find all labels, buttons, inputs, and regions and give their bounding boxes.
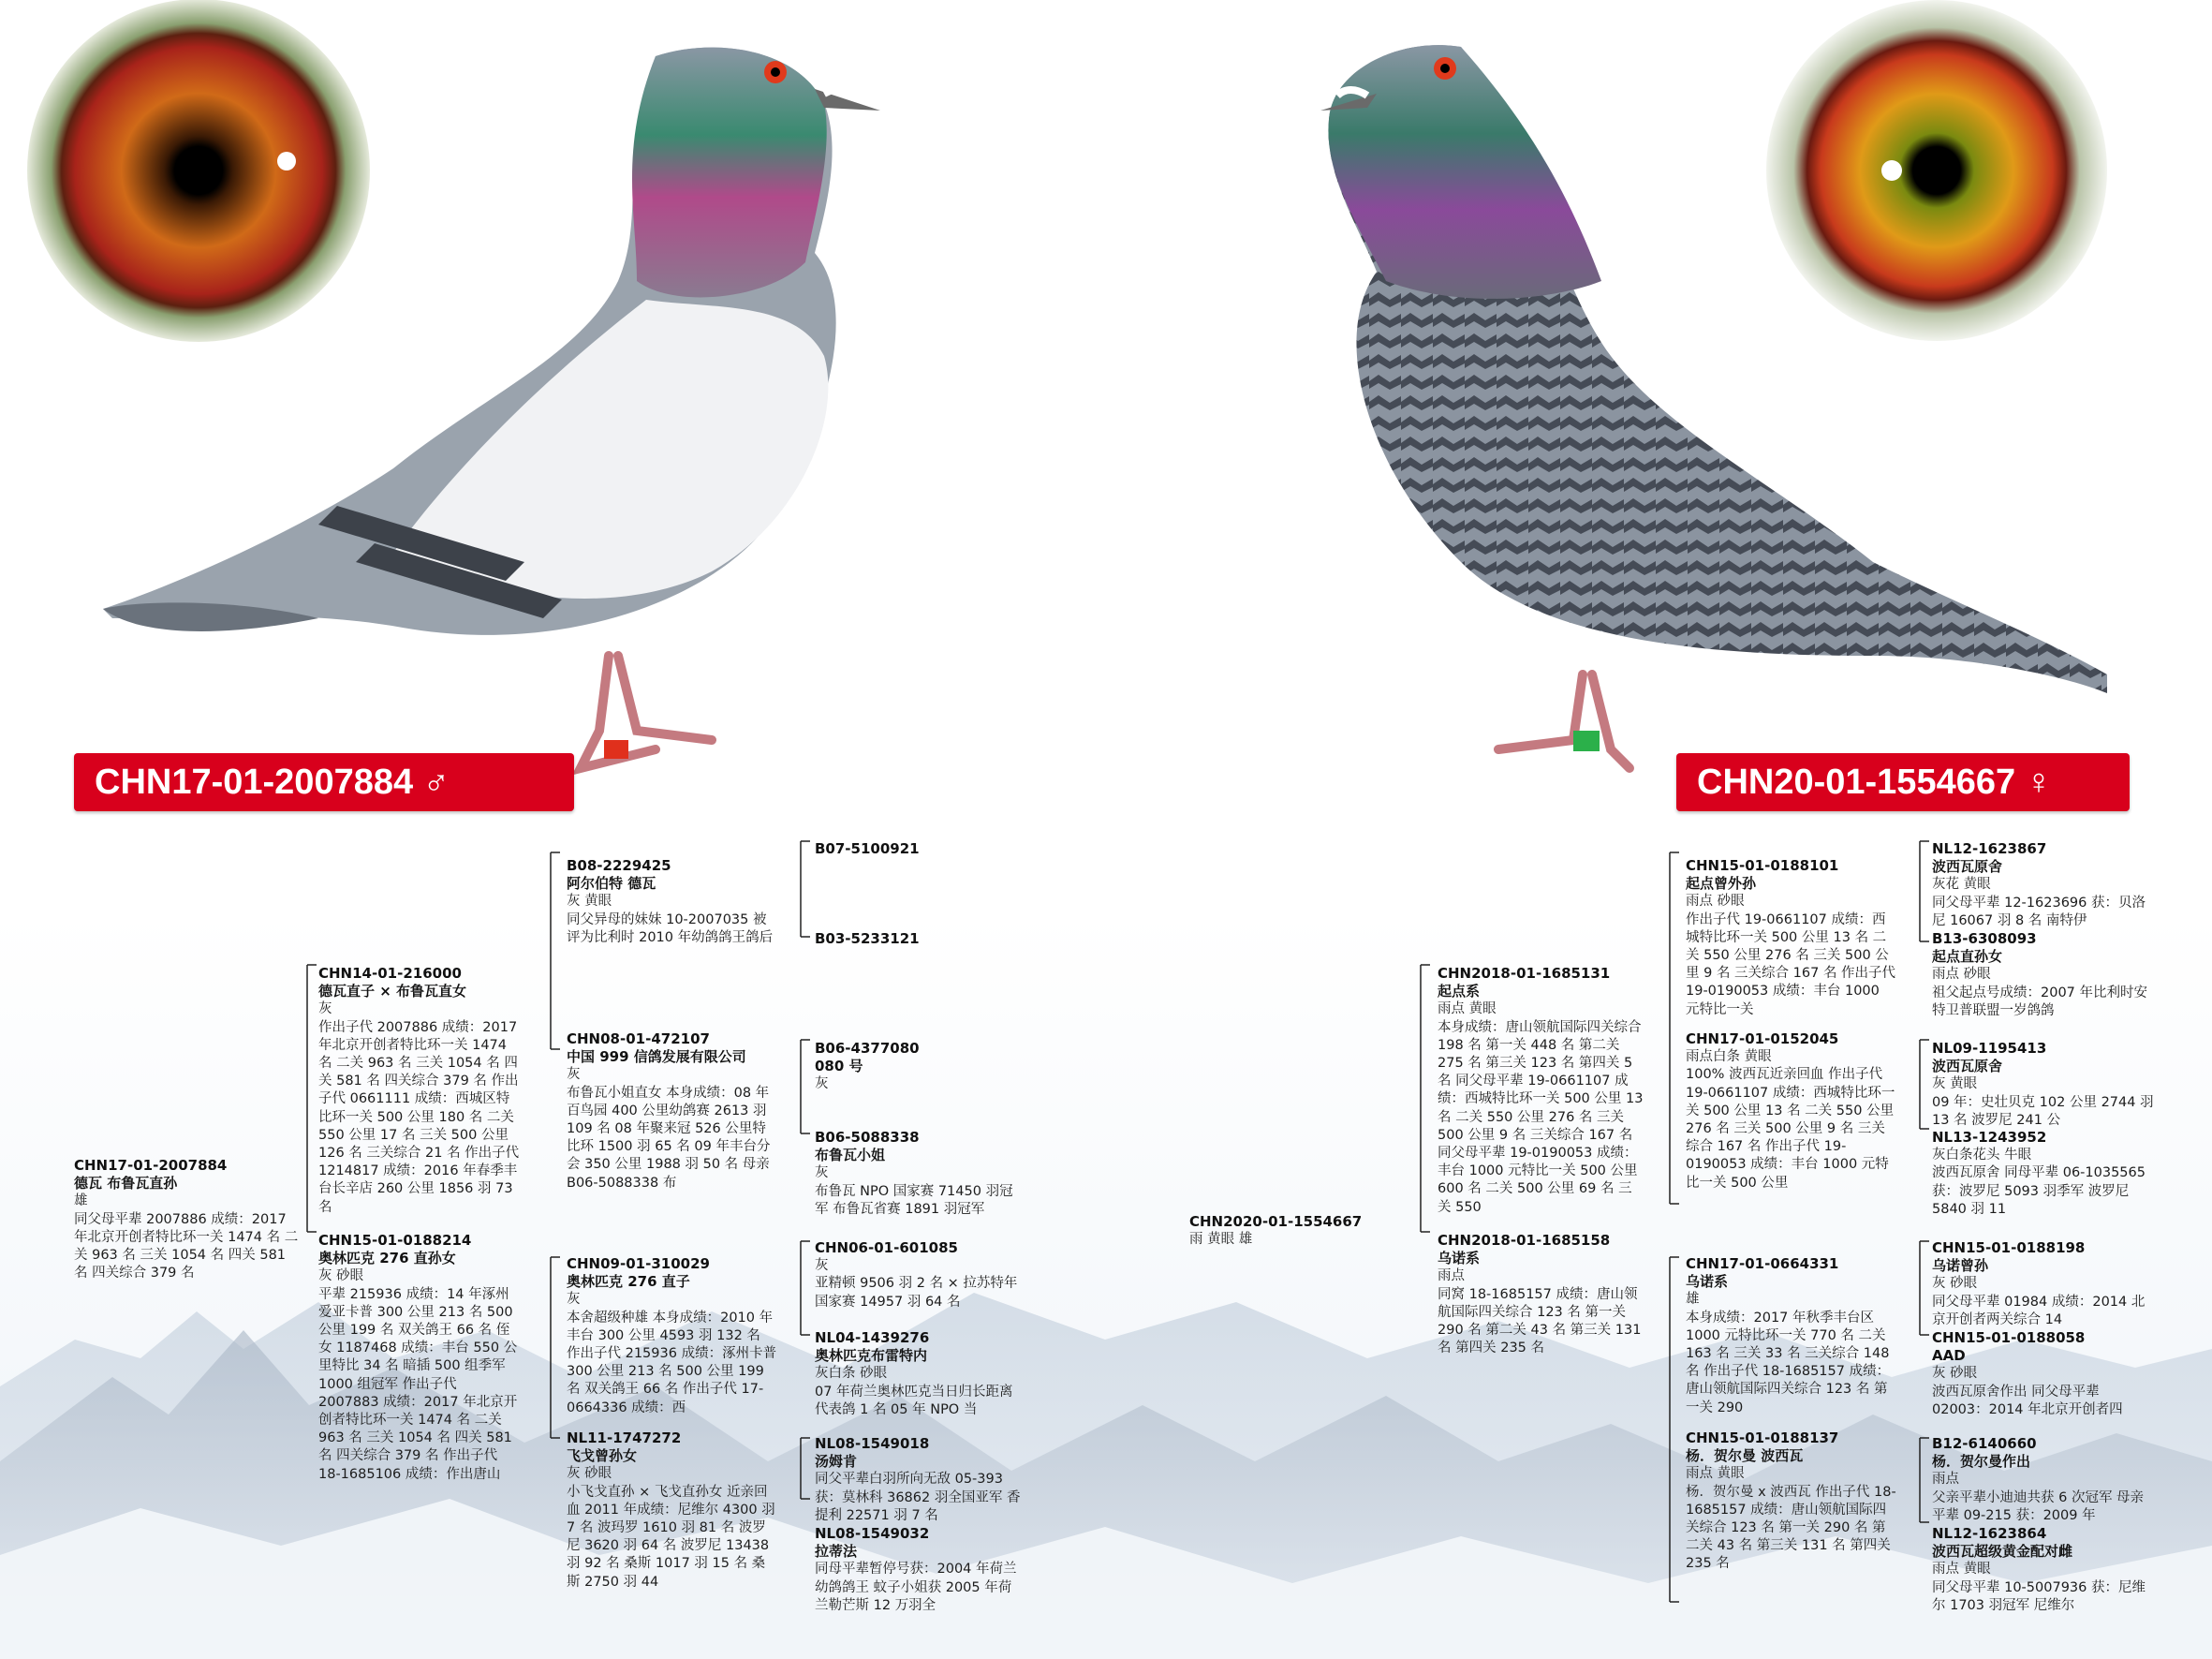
dam-father-card — [1438, 965, 1644, 1217]
color-eye: 雨点 黄眼 — [1438, 1001, 1497, 1017]
color-eye: 灰 砂眼 — [1932, 1276, 1978, 1292]
color-eye: 雨 黄眼 雄 — [1189, 1232, 1253, 1248]
description: 小飞戈直孙 × 飞戈直孙女 近亲回血 2011 年成绩：尼维尔 4300 羽 7 名 波玛罗 1610 羽 81 名 波罗尼 3620 羽 64 名 波罗尼 13438 羽 92 名 桑斯 1017 羽 15 名 桑斯 2750 羽 44 — [567, 1484, 775, 1590]
ring-number: CHN2020-01-1554667 — [1189, 1213, 1363, 1230]
pigeon-name: 拉蒂法 — [815, 1543, 858, 1561]
sire-root-card — [74, 1157, 303, 1282]
dam-root-card — [1189, 1213, 1405, 1249]
description: 09 年：史壮贝克 102 公里 2744 羽 13 名 波罗尼 241 公 — [1932, 1094, 2154, 1128]
sire-mmm-card — [815, 1525, 1021, 1615]
pigeon-name: 乌诺系 — [1686, 1273, 1729, 1291]
pigeon-name: 德瓦 布鲁瓦直孙 — [74, 1175, 178, 1192]
ring-number: B08-2229425 — [567, 857, 671, 874]
sire-fmf-card — [815, 1040, 1021, 1094]
sire-mmf-card — [815, 1435, 1021, 1525]
sire-mother-card — [318, 1232, 520, 1484]
sire-mfm-card — [815, 1329, 1021, 1419]
dam-mm-card — [1686, 1429, 1896, 1574]
sire-ff-card — [567, 857, 777, 947]
pigeon-name: 起点系 — [1438, 983, 1481, 1000]
description: 同父母平辈 12-1623696 获：贝洛尼 16067 羽 8 名 南特伊 — [1932, 895, 2146, 928]
pigeon-name: 中国 999 信鸽发展有限公司 — [567, 1048, 746, 1066]
dam-fmm-card — [1932, 1129, 2157, 1219]
dam-fm-card — [1686, 1030, 1896, 1192]
color-eye: 灰白条花头 牛眼 — [1932, 1148, 2032, 1163]
sire-fmm-card — [815, 1129, 1021, 1219]
ring-number: CHN2018-01-1685131 — [1438, 965, 1611, 982]
ring-number: CHN15-01-0188214 — [318, 1232, 472, 1249]
description: 布鲁瓦 NPO 国家赛 71450 羽冠军 布鲁瓦省赛 1891 羽冠军 — [815, 1183, 1013, 1217]
pigeon-name: 布鲁瓦小姐 — [815, 1147, 886, 1164]
color-eye: 灰 砂眼 — [567, 1466, 612, 1482]
ring-number: B12-6140660 — [1932, 1435, 2037, 1452]
pigeon-name: 德瓦直子 × 布鲁瓦直女 — [318, 983, 467, 1000]
sire-mm-card — [567, 1429, 777, 1592]
ring-number: NL08-1549018 — [815, 1435, 930, 1452]
pigeon-name: 080 号 — [815, 1058, 863, 1075]
dam-mf-card — [1686, 1255, 1896, 1417]
dam-ffm-card — [1932, 930, 2157, 1020]
ring-number: CHN06-01-601085 — [815, 1239, 958, 1256]
dam-fff-card — [1932, 840, 2157, 930]
color-eye: 灰花 黄眼 — [1932, 877, 1991, 893]
ring-number: CHN17-01-2007884 — [74, 1157, 228, 1174]
pigeon-name: 杨．贺尔曼作出 — [1932, 1453, 2031, 1471]
dam-mother-card — [1438, 1232, 1644, 1357]
description: 本身成绩：唐山领航国际四关综合 198 名 第一关 448 名 第二关 275 名 第三关 123 名 第四关 5 名 同父母平辈 19-0661107 成绩：西城特比环一关 500 公里 13 名 二关 550 公里 276 名 三关 500 公里 9 名 三关综合 167 名 同父母平辈 19-0190053 成绩：丰台 1000 元特比一关 500 公里 600 名 二关 500 公里 69 名 三关 550 — [1438, 1019, 1644, 1215]
description: 作出子代 2007886 成绩：2017 年北京开创者特比环一关 1474 名 二关 963 名 三关 1054 名 四关 581 名 四关综合 379 名 作出子代 0661111 成绩：西城区特比环一关 500 公里 180 名 二关 550 公里 17 名 三关 500 公里 126 名 三关综合 21 名 作出子代 1214817 成绩：2016 年春季丰台长辛店 260 公里 1856 羽 73 名 — [318, 1019, 520, 1215]
sire-fm-card — [567, 1030, 777, 1192]
pigeon-name: 杨．贺尔曼 波西瓦 — [1686, 1447, 1804, 1465]
color-eye: 雄 — [74, 1193, 88, 1209]
description: 父亲平辈小迪迪共获 6 次冠军 母亲平辈 09-215 获：2009 年 — [1932, 1489, 2145, 1523]
sire-ffm-card — [815, 930, 1021, 948]
description: 100% 波西瓦近亲回血 作出子代 19-0661107 成绩：西城特比环一关 500 公里 13 名 二关 550 公里 276 名 三关 500 公里 9 名 三关综合 167 名 作出子代 19-0190053 成绩：丰台 1000 元特比一关 500 公里 — [1686, 1067, 1895, 1191]
description: 平辈 215936 成绩：14 年涿州爱亚卡普 300 公里 213 名 500 公里 199 名 双关鸽王 66 名 侄女 1187468 成绩：丰台 550 公里特比 34 名 暗插 500 组季军 1000 组冠军 作出子代 2007883 成绩：2017 年北京开创者特比环一关 1474 名 二关 963 名 三关 1054 名 四关 581 名 四关综合 379 名 作出子代 18-1685106 成绩：作出唐山 — [318, 1286, 518, 1482]
sire-mff-card — [815, 1239, 1021, 1311]
pigeon-name: 波西瓦原舍 — [1932, 858, 2003, 876]
description: 波西瓦原舍 同母平辈 06-1035565 获：波罗尼 5093 羽季军 波罗尼 5840 羽 11 — [1932, 1165, 2146, 1217]
color-eye: 灰白条 砂眼 — [815, 1366, 888, 1382]
dam-mfm-card — [1932, 1329, 2157, 1419]
color-eye: 雨点 黄眼 — [1932, 1562, 1991, 1578]
color-eye: 雨点 — [1438, 1268, 1465, 1284]
description: 同父母平辈 01984 成绩：2014 北京开创者两关综合 14 — [1932, 1294, 2146, 1327]
color-eye: 灰 黄眼 — [1932, 1076, 1978, 1092]
dam-mmm-card — [1932, 1525, 2157, 1615]
pigeon-name: AAD — [1932, 1347, 1966, 1365]
description: 作出子代 19-0661107 成绩：西城特比环一关 500 公里 13 名 二关 550 公里 276 名 三关 500 公里 9 名 三关综合 167 名 作出子代 19-0190053 成绩：丰台 1000 元特比一关 — [1686, 911, 1896, 1017]
pigeon-name: 阿尔伯特 德瓦 — [567, 875, 656, 893]
color-eye: 灰 — [815, 1076, 829, 1092]
ring-number: CHN09-01-310029 — [567, 1255, 710, 1272]
color-eye: 灰 — [815, 1165, 829, 1181]
ring-number: NL08-1549032 — [815, 1525, 930, 1542]
ring-number: CHN17-01-0152045 — [1686, 1030, 1839, 1047]
ring-number: CHN15-01-0188198 — [1932, 1239, 2086, 1256]
pigeon-name: 起点直孙女 — [1932, 948, 2003, 966]
ring-number: B07-5100921 — [815, 840, 920, 857]
color-eye: 灰 — [318, 1001, 332, 1017]
color-eye: 灰 — [815, 1258, 829, 1274]
color-eye: 雨点 砂眼 — [1686, 894, 1745, 910]
dam-fmf-card — [1932, 1040, 2157, 1130]
description: 本身成绩：2017 年秋季丰台区 1000 元特比环一关 770 名 二关 163 名 三关 33 名 三关综合 148 名 作出子代 18-1685157 成绩：唐山领航国际四关综合 123 名 第一关 290 — [1686, 1310, 1891, 1415]
ring-number: NL13-1243952 — [1932, 1129, 2047, 1146]
sire-ring-label: CHN17-01-2007884 ♂ — [74, 753, 574, 811]
dam-mmf-card — [1932, 1435, 2157, 1525]
pigeon-name: 奥林匹克 276 直孙女 — [318, 1250, 456, 1267]
ring-number: CHN2018-01-1685158 — [1438, 1232, 1611, 1249]
pigeon-name: 乌诺系 — [1438, 1250, 1481, 1267]
pigeon-name: 乌诺曾孙 — [1932, 1257, 1989, 1275]
ring-number: B06-5088338 — [815, 1129, 920, 1146]
description: 亚精顿 9506 羽 2 名 × 拉苏特年国家赛 14957 羽 64 名 — [815, 1276, 1018, 1310]
ring-number: NL12-1623867 — [1932, 840, 2047, 857]
description: 波西瓦原舍作出 同父母平辈 02003：2014 年北京开创者四 — [1932, 1384, 2123, 1417]
description: 同父母平辈 2007886 成绩：2017 年北京开创者特比环一关 1474 名 二关 963 名 三关 1054 名 四关 581 名 四关综合 379 名 — [74, 1211, 299, 1281]
color-eye: 雨点白条 黄眼 — [1686, 1049, 1772, 1065]
description: 祖父起点号成绩：2007 年比利时安特卫普联盟一岁鸽鸽 — [1932, 985, 2148, 1018]
pigeon-name: 飞戈曾孙女 — [567, 1447, 638, 1465]
color-eye: 灰 黄眼 — [567, 894, 612, 910]
ring-number: B06-4377080 — [815, 1040, 920, 1057]
ring-number: CHN08-01-472107 — [567, 1030, 710, 1047]
color-eye: 灰 砂眼 — [318, 1268, 364, 1284]
sire-mf-card — [567, 1255, 777, 1417]
color-eye: 雨点 黄眼 — [1686, 1466, 1745, 1482]
ring-number: B03-5233121 — [815, 930, 920, 947]
ring-number: NL04-1439276 — [815, 1329, 930, 1346]
description: 杨．贺尔曼 x 波西瓦 作出子代 18-1685157 成绩：唐山领航国际四关综合 123 名 第一关 290 名 第二关 43 名 第三关 131 名 第四关 235 名 — [1686, 1484, 1896, 1572]
description: 同母平辈暂停号获：2004 年荷兰幼鸽鸽王 蚊子小姐获 2005 年荷兰勒芒斯 12 万羽全 — [815, 1562, 1017, 1613]
pigeon-name: 汤姆肯 — [815, 1453, 858, 1471]
color-eye: 灰 — [567, 1292, 581, 1308]
ring-number: CHN15-01-0188101 — [1686, 857, 1839, 874]
color-eye: 灰 — [567, 1067, 581, 1083]
sire-fff-card — [815, 840, 1021, 858]
ring-number: CHN15-01-0188137 — [1686, 1429, 1839, 1446]
dam-ring-label: CHN20-01-1554667 ♀ — [1676, 753, 2130, 811]
pigeon-name: 奥林匹克布雷特内 — [815, 1347, 928, 1365]
ring-number: NL09-1195413 — [1932, 1040, 2047, 1057]
ring-number: NL12-1623864 — [1932, 1525, 2047, 1542]
color-eye: 灰 砂眼 — [1932, 1366, 1978, 1382]
ring-number: CHN14-01-216000 — [318, 965, 462, 982]
description: 同父平辈白羽所向无敌 05-393 获：莫林科 36862 羽全国亚军 香提利 22571 羽 7 名 — [815, 1472, 1021, 1523]
ring-number: CHN17-01-0664331 — [1686, 1255, 1839, 1272]
pigeon-name: 波西瓦原舍 — [1932, 1058, 2003, 1075]
ring-number: CHN15-01-0188058 — [1932, 1329, 2086, 1346]
description: 本舍超级种雄 本身成绩：2010 年丰台 300 公里 4593 羽 132 名 作出子代 215936 成绩：涿州卡普 300 公里 213 名 500 公里 199 名 双关鸽王 66 名 作出子代 17-0664336 成绩：西 — [567, 1310, 777, 1415]
pigeon-name: 起点曾外孙 — [1686, 875, 1757, 893]
color-eye: 雨点 砂眼 — [1932, 967, 1991, 983]
description: 同父异母的妹妹 10-2007035 被评为比利时 2010 年幼鸽鸽王鸽后 — [567, 911, 774, 945]
description: 布鲁瓦小姐直女 本身成绩：08 年百鸟园 400 公里幼鸽赛 2613 羽 109 名 08 年聚来冠 526 公里特比环 1500 羽 65 名 09 年丰台分会 350 公里 1988 羽 50 名 母亲 B06-5088338 布 — [567, 1085, 771, 1191]
color-eye: 雄 — [1686, 1292, 1700, 1308]
description: 07 年荷兰奥林匹克当日归长距离代表鸽 1 名 05 年 NPO 当 — [815, 1384, 1013, 1417]
sire-father-card — [318, 965, 520, 1217]
dam-mff-card — [1932, 1239, 2157, 1329]
pigeon-name: 奥林匹克 276 直子 — [567, 1273, 690, 1291]
ring-number: NL11-1747272 — [567, 1429, 682, 1446]
description: 同窝 18-1685157 成绩：唐山领航国际四关综合 123 名 第一关 290 名 第二关 43 名 第三关 131 名 第四关 235 名 — [1438, 1286, 1642, 1356]
description: 同父母平辈 10-5007936 获：尼维尔 1703 羽冠军 尼维尔 — [1932, 1579, 2146, 1613]
ring-number: B13-6308093 — [1932, 930, 2037, 947]
color-eye: 雨点 — [1932, 1472, 1959, 1488]
dam-ff-card — [1686, 857, 1896, 1019]
pigeon-name: 波西瓦超级黄金配对雌 — [1932, 1543, 2073, 1561]
